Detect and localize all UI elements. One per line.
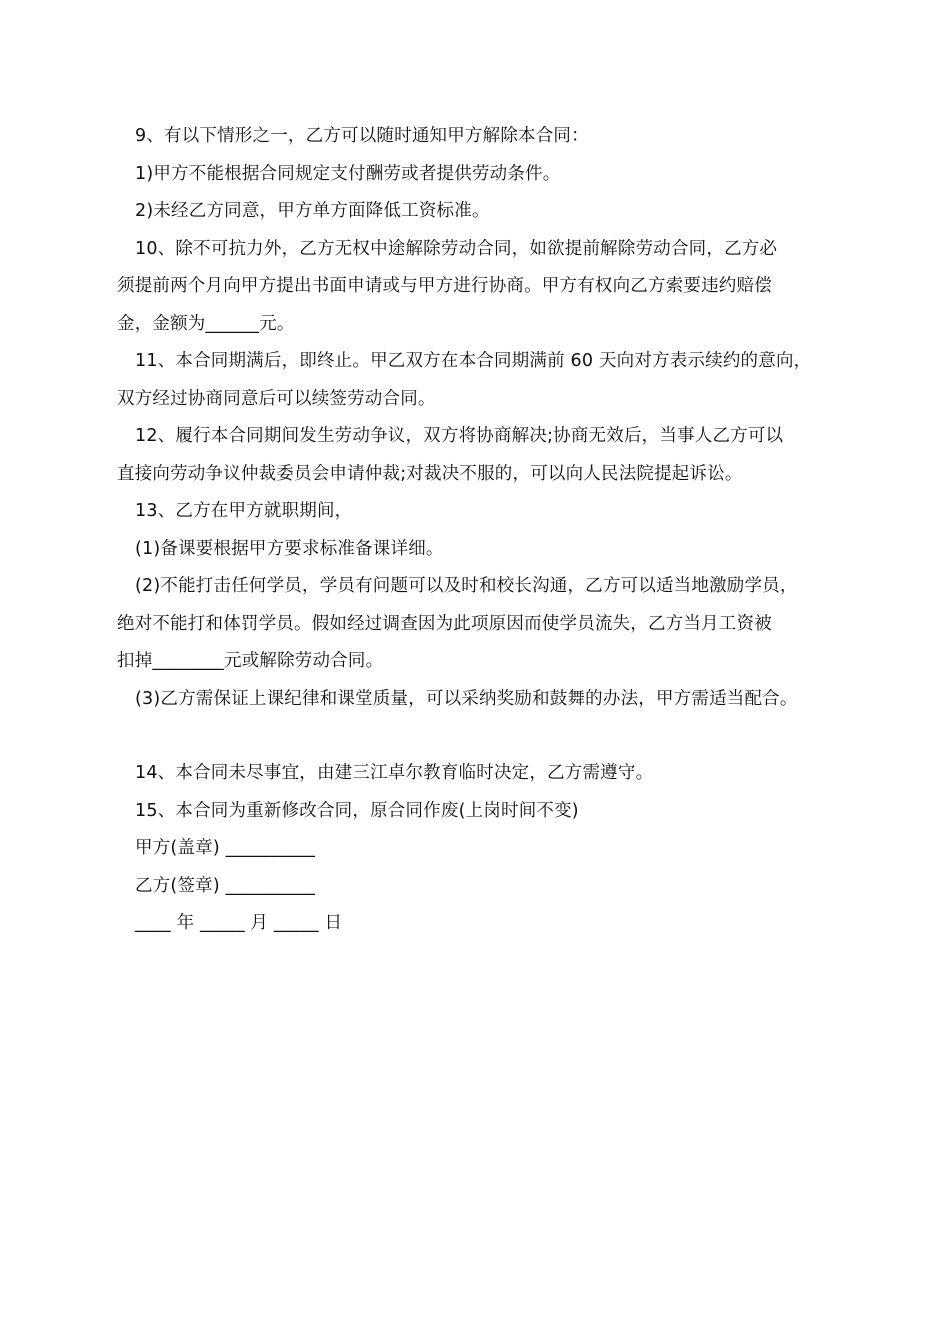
clause-15: 15、本合同为重新修改合同，原合同作废(上岗时间不变) xyxy=(135,800,579,821)
clause-12-line-2: 直接向劳动争议仲裁委员会申请仲裁;对裁决不服的，可以向人民法院提起诉讼。 xyxy=(117,463,743,484)
clause-12-line-1: 12、履行本合同期间发生劳动争议，双方将协商解决;协商无效后，当事人乙方可以 xyxy=(135,426,784,446)
clause-13: 13、乙方在甲方就职期间， xyxy=(135,501,353,521)
clause-13-item-2-line-3: 扣掉________元或解除劳动合同。 xyxy=(117,651,384,671)
contract-body xyxy=(117,118,847,943)
clause-9-item-2: 2)未经乙方同意，甲方单方面降低工资标准。 xyxy=(135,201,490,221)
paragraph-gap xyxy=(117,718,847,755)
clause-10-line-2: 须提前两个月向甲方提出书面申请或与甲方进行协商。甲方有权向乙方索要违约赔偿 xyxy=(117,276,772,296)
clause-13-item-3: (3)乙方需保证上课纪律和课堂质量，可以采纳奖励和鼓舞的办法，甲方需适当配合。 xyxy=(135,688,798,709)
signature-date: ____ 年 _____ 月 _____ 日 xyxy=(135,913,343,933)
clause-13-item-2-line-2: 绝对不能打和体罚学员。假如经过调查因为此项原因而使学员流失，乙方当月工资被 xyxy=(117,613,772,634)
clause-10-line-1: 10、除不可抗力外，乙方无权中途解除劳动合同，如欲提前解除劳动合同，乙方必 xyxy=(135,238,778,259)
clause-10-line-3: 金，金额为______元。 xyxy=(117,313,295,334)
party-a-signature: 甲方(盖章) __________ xyxy=(135,838,316,858)
clause-11-line-2: 双方经过协商同意后可以续签劳动合同。 xyxy=(117,388,436,409)
clause-9-item-1: 1)甲方不能根据合同规定支付酬劳或者提供劳动条件。 xyxy=(135,163,561,184)
clause-14: 14、本合同未尽事宜，由建三江卓尔教育临时决定，乙方需遵守。 xyxy=(135,763,654,783)
clause-13-item-1: (1)备课要根据甲方要求标准备课详细。 xyxy=(135,538,444,559)
clause-9: 9、有以下情形之一，乙方可以随时通知甲方解除本合同： xyxy=(135,126,589,146)
clause-11-line-1: 11、本合同期满后，即终止。甲乙双方在本合同期满前 60 天向对方表示续约的意向， xyxy=(135,351,812,371)
clause-13-item-2-line-1: (2)不能打击任何学员，学员有问题可以及时和校长沟通，乙方可以适当地激励学员， xyxy=(135,576,798,596)
party-b-signature: 乙方(签章) __________ xyxy=(135,875,316,896)
